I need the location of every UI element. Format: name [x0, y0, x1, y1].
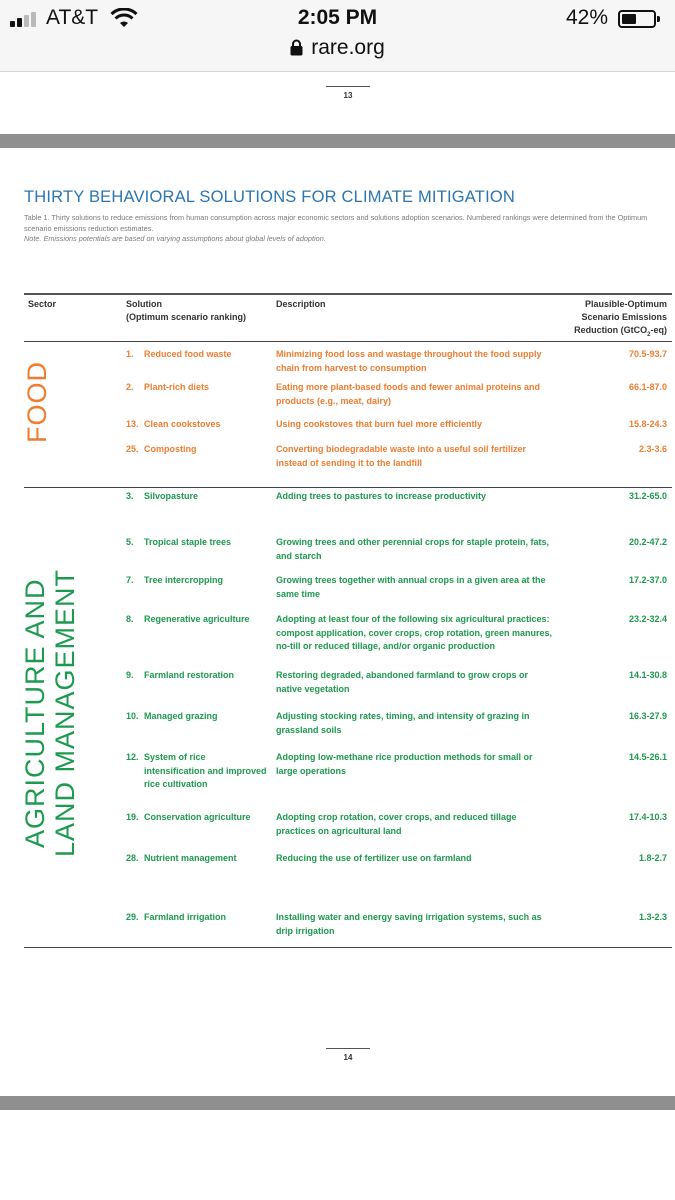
value-cell: 16.3-27.9: [628, 711, 667, 721]
solution-cell: System of rice intensification and improved rice cultivation: [144, 752, 267, 789]
header-solution: Solution (Optimum scenario ranking): [126, 299, 247, 322]
value-cell: 31.2-65.0: [628, 491, 667, 501]
value-cell: 14.5-26.1: [628, 752, 667, 762]
rank-cell: 13.: [126, 419, 139, 429]
battery-icon: [618, 10, 656, 28]
rank-cell: 12.: [126, 752, 139, 762]
table-bottom-rule: [24, 947, 672, 948]
rank-cell: 28.: [126, 853, 139, 863]
description-cell: Reducing the use of fertilizer use on farmland: [276, 853, 472, 863]
value-cell: 20.2-47.2: [628, 537, 667, 547]
rank-cell: 3.: [126, 491, 134, 501]
rank-cell: 19.: [126, 812, 139, 822]
table-top-rule: [24, 293, 672, 295]
status-bar: [0, 0, 675, 72]
page-separator-bottom: [0, 1096, 675, 1110]
rank-cell: 1.: [126, 349, 134, 359]
sector-label-agriculture: AGRICULTURE AND LAND MANAGEMENT: [20, 568, 80, 858]
description-cell: Eating more plant-based foods and fewer animal proteins and products (e.g., meat, dairy): [276, 382, 541, 406]
description-cell: Adjusting stocking rates, timing, and intensity of grazing in grassland soils: [276, 711, 530, 735]
solution-cell: Managed grazing: [144, 711, 218, 721]
url-text: rare.org: [311, 36, 385, 59]
value-cell: 17.2-37.0: [628, 575, 667, 585]
clock: 2:05 PM: [297, 6, 378, 29]
description-cell: Restoring degraded, abandoned farmland to grow crops or native vegetation: [276, 670, 529, 694]
document-page: [0, 148, 675, 1096]
solution-cell: Farmland restoration: [144, 670, 235, 680]
description-cell: Growing trees and other perennial crops for staple protein, fats, and starch: [276, 537, 550, 561]
value-cell: 1.3-2.3: [638, 912, 667, 922]
value-cell: 66.1-87.0: [628, 382, 667, 392]
value-cell: 14.1-30.8: [628, 670, 667, 680]
value-cell: 17.4-10.3: [628, 812, 667, 822]
description-cell: Using cookstoves that burn fuel more efficiently: [276, 419, 483, 429]
sector-divider: [24, 487, 672, 488]
lock-icon: [290, 39, 303, 56]
header-value: Plausible-Optimum Scenario Emissions Reduction (GtCO$_2$-eq): [574, 299, 667, 338]
solution-cell: Tropical staple trees: [144, 537, 232, 547]
solution-cell: Tree intercropping: [144, 575, 224, 585]
carrier-label: AT&T: [46, 6, 99, 29]
rank-cell: 8.: [126, 614, 134, 624]
value-cell: 1.8-2.7: [638, 853, 667, 863]
rank-cell: 25.: [126, 444, 139, 454]
page-separator: [0, 134, 675, 148]
solution-cell: Silvopasture: [144, 491, 199, 501]
page-number: 14: [326, 1048, 370, 1062]
value-cell: 2.3-3.6: [638, 444, 667, 454]
solution-cell: Farmland irrigation: [144, 912, 227, 922]
rank-cell: 7.: [126, 575, 134, 585]
value-cell: 70.5-93.7: [628, 349, 667, 359]
solution-cell: Clean cookstoves: [144, 419, 221, 429]
solution-cell: Regenerative agriculture: [144, 614, 250, 624]
page-title: THIRTY BEHAVIORAL SOLUTIONS FOR CLIMATE MITIGATION: [24, 188, 516, 206]
rank-cell: 29.: [126, 912, 139, 922]
description-cell: Converting biodegradable waste into a useful soil fertilizer instead of sending it to the landfill: [276, 444, 527, 468]
solution-cell: Composting: [144, 444, 197, 454]
solution-cell: Reduced food waste: [144, 349, 232, 359]
table-caption: Table 1. Thirty solutions to reduce emissions from human consumption across major economic sectors and solutions adoption scenarios. Numbered rankings were determined from the Optimum scenario emissions reduction estimates.: [24, 213, 648, 233]
rank-cell: 9.: [126, 670, 134, 680]
solution-cell: Plant-rich diets: [144, 382, 210, 392]
description-cell: Installing water and energy saving irrigation systems, such as drip irrigation: [276, 912, 542, 936]
description-cell: Adopting at least four of the following six agricultural practices: compost application, cover crops, crop rotation, green manures, no-till or reduced tillage, and/or organic production: [276, 614, 553, 651]
address-bar[interactable]: [0, 36, 675, 60]
page-number-top: 13: [326, 86, 370, 100]
solution-cell: Conservation agriculture: [144, 812, 251, 822]
header-description: Description: [276, 299, 326, 309]
header-sector: Sector: [28, 299, 57, 309]
description-cell: Adding trees to pastures to increase productivity: [276, 491, 487, 501]
rank-cell: 5.: [126, 537, 134, 547]
sector-label-food: FOOD: [22, 361, 52, 443]
battery-percent: 42%: [566, 6, 609, 29]
solution-cell: Nutrient management: [144, 853, 237, 863]
header-rule: [24, 341, 672, 342]
value-cell: 15.8-24.3: [628, 419, 667, 429]
description-cell: Adopting low-methane rice production methods for small or large operations: [276, 752, 533, 776]
table-note: Note. Emissions potentials are based on varying assumptions about global levels of adoption.: [24, 234, 326, 243]
description-cell: Minimizing food loss and wastage throughout the food supply chain from harvest to consumption: [276, 349, 542, 373]
description-cell: Growing trees together with annual crops in a given area at the same time: [276, 575, 546, 599]
description-cell: Adopting crop rotation, cover crops, and reduced tillage practices on agricultural land: [276, 812, 517, 836]
value-cell: 23.2-32.4: [628, 614, 667, 624]
rank-cell: 2.: [126, 382, 134, 392]
rank-cell: 10.: [126, 711, 139, 721]
